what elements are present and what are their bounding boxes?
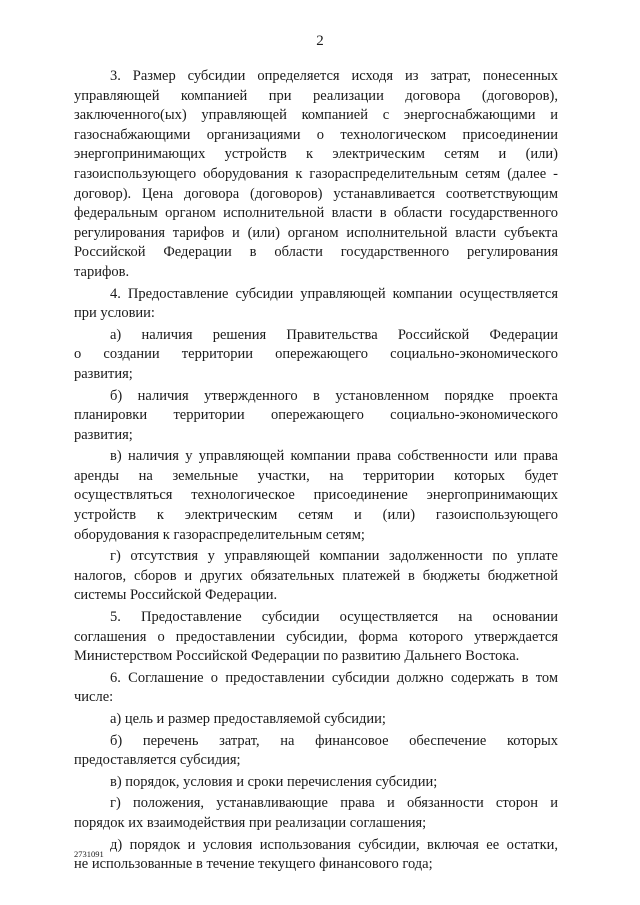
paragraph — [74, 608, 558, 667]
paragraph-line: устройств к электрическим сетям и (или) газоиспользующего — [74, 507, 558, 524]
document-body — [74, 67, 558, 875]
paragraph-line: энергопринимающих устройств к электрическим сетям и (или) — [74, 146, 558, 163]
paragraph-line: б) наличия утвержденного в установленном порядке проекта — [110, 387, 558, 404]
paragraph-line: 3. Размер субсидии определяется исходя из затрат, понесенных — [110, 68, 558, 84]
paragraph-line: г) положения, устанавливающие права и обязанности сторон и — [110, 795, 558, 812]
paragraph-line: а) наличия решения Правительства Российской Федерации — [110, 326, 558, 343]
paragraph-line: в) порядок, условия и сроки перечисления субсидии; — [110, 773, 438, 790]
paragraph-line: осуществляться технологическое присоединение энергопринимающих — [74, 487, 558, 504]
paragraph — [74, 447, 558, 545]
paragraph — [74, 285, 558, 324]
paragraph-line: аренды на земельные участки, на территории которых будет — [74, 467, 558, 484]
document-id: 2731091 — [74, 849, 104, 859]
paragraph-line: не использованные в течение текущего финансового года; — [74, 856, 433, 873]
paragraph-line: Российской Федерации в области государственного регулирования — [74, 244, 558, 261]
paragraph-line: налогов, сборов и других обязательных платежей в бюджеты бюджетной — [74, 567, 558, 584]
paragraph-line: заключенного(ых) управляющей компанией с энергоснабжающими и — [74, 107, 558, 124]
paragraph-line: системы Российской Федерации. — [74, 587, 278, 604]
paragraph-line: б) перечень затрат, на финансовое обеспечение которых — [110, 732, 558, 749]
paragraph-line: в) наличия у управляющей компании права собственности или права — [110, 448, 558, 465]
paragraph-line: развития; — [74, 426, 133, 443]
paragraph — [74, 669, 558, 708]
paragraph — [74, 67, 558, 283]
paragraph-line: порядок их взаимодействия при реализации соглашения; — [74, 814, 427, 831]
paragraph-line: о создании территории опережающего социально-экономического — [74, 346, 558, 363]
paragraph-line: числе: — [74, 689, 114, 706]
paragraph-line: 6. Соглашение о предоставлении субсидии должно содержать в том — [110, 669, 558, 686]
paragraph-line: газоснабжающими организациями о технологическом присоединении — [74, 126, 558, 143]
paragraph-line: г) отсутствия у управляющей компании задолженности по уплате — [110, 548, 558, 565]
paragraph-line: тарифов. — [74, 263, 130, 280]
paragraph — [74, 773, 558, 793]
paragraph-line: Министерством Российской Федерации по развитию Дальнего Востока. — [74, 648, 520, 665]
paragraph-line: планировки территории опережающего социально-экономического — [74, 407, 558, 424]
paragraph — [74, 836, 558, 875]
paragraph-line: регулирования тарифов и (или) органом исполнительной власти субъекта — [74, 224, 558, 241]
paragraph — [74, 547, 558, 606]
paragraph-line: соглашения о предоставлении субсидии, форма которого утверждается — [74, 628, 558, 645]
paragraph-line: д) порядок и условия использования субсидии, включая ее остатки, — [110, 836, 558, 853]
paragraph-line: предоставляется субсидия; — [74, 752, 241, 769]
paragraph-line: договор). Цена договора (договоров) устанавливается соответствующим — [74, 185, 558, 202]
paragraph — [74, 794, 558, 833]
paragraph-line: оборудования к газораспределительным сетям; — [74, 526, 365, 543]
paragraph-line: при условии: — [74, 305, 155, 322]
paragraph — [74, 710, 558, 730]
paragraph-line: развития; — [74, 365, 133, 382]
paragraph-line: газоиспользующего оборудования к газораспределительным сетям (далее - — [74, 165, 558, 182]
paragraph-line: управляющей компанией при реализации договора (договоров), — [74, 87, 558, 104]
paragraph — [74, 732, 558, 771]
page-number: 2 — [316, 33, 324, 49]
paragraph — [74, 326, 558, 385]
paragraph-line: а) цель и размер предоставляемой субсидии; — [110, 711, 386, 727]
paragraph — [74, 387, 558, 446]
paragraph-line: 5. Предоставление субсидии осуществляется на основании — [110, 609, 558, 626]
paragraph-line: федеральным органом исполнительной власти в области государственного — [74, 205, 558, 222]
paragraph-line: 4. Предоставление субсидии управляющей компании осуществляется — [110, 285, 558, 302]
